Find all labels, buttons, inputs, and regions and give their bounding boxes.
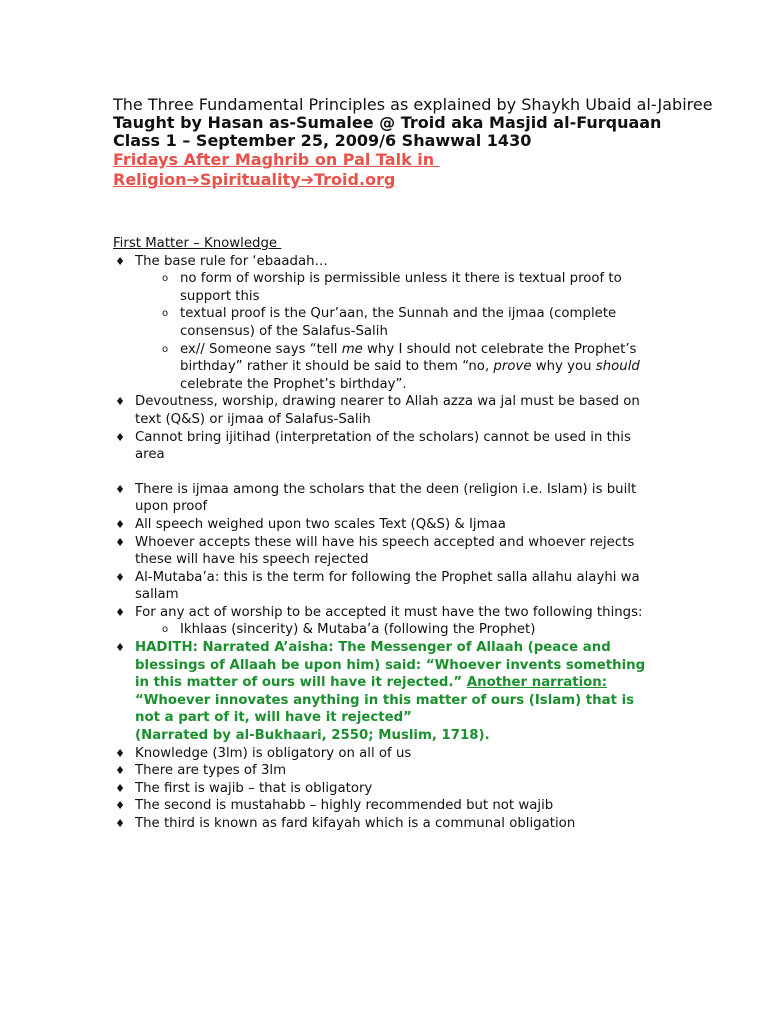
- sub-list-item: o ex// Someone says “tell me why I should not celebrate the Prophet’s birthday” rather it should be said to them “no, prove why you should celebrate the Prophet’s birthday”.: [113, 341, 658, 394]
- paltalk-link-line-2[interactable]: Religion➔Spirituality➔Troid.org: [113, 170, 396, 189]
- sub-list-item: o no form of worship is permissible unless it there is textual proof to support this: [113, 270, 658, 305]
- document-title: The Three Fundamental Principles as explained by Shaykh Ubaid al-Jabiree: [113, 95, 713, 114]
- list-item: ♦ Cannot bring ijitihad (interpretation of the scholars) cannot be used in this area: [113, 429, 658, 464]
- notes-content: [113, 235, 658, 833]
- diamond-bullet-icon: ♦: [115, 817, 125, 830]
- list-item: ♦ There are types of 3lm: [113, 762, 658, 780]
- list-item: ♦ The first is wajib – that is obligatory: [113, 780, 658, 798]
- diamond-bullet-icon: ♦: [115, 764, 125, 778]
- diamond-bullet-icon: ♦: [115, 605, 125, 619]
- circle-bullet-icon: o: [161, 624, 169, 636]
- diamond-bullet-icon: ♦: [115, 746, 125, 760]
- teacher-line: Taught by Hasan as-Sumalee @ Troid aka Masjid al-Furquaan: [113, 113, 662, 132]
- paltalk-link-line-1[interactable]: Fridays After Maghrib on Pal Talk in: [113, 150, 440, 169]
- blank-line: [113, 464, 658, 481]
- list-item: ♦ There is ijmaa among the scholars that the deen (religion i.e. Islam) is built upon proof: [113, 481, 658, 516]
- diamond-bullet-icon: ♦: [115, 517, 125, 531]
- list-item: ♦ Devoutness, worship, drawing nearer to Allah azza wa jal must be based on text (Q&S) or ijmaa of Salafus-Salih: [113, 393, 658, 428]
- diamond-bullet-icon: ♦: [115, 395, 125, 409]
- list-item: ♦ The base rule for ‘ebaadah…: [113, 253, 658, 271]
- sub-list-item: o textual proof is the Qur’aan, the Sunnah and the ijmaa (complete consensus) of the Salafus-Salih: [113, 305, 658, 340]
- diamond-bullet-icon: ♦: [115, 641, 125, 655]
- circle-bullet-icon: o: [161, 273, 169, 285]
- diamond-bullet-icon: ♦: [115, 781, 125, 795]
- hadith-reference: (Narrated by al-Bukhaari, 2550; Muslim, 1718).: [135, 728, 490, 744]
- diamond-bullet-icon: ♦: [115, 482, 125, 496]
- diamond-bullet-icon: ♦: [115, 570, 125, 584]
- sub-list-item: o Ikhlaas (sincerity) & Mutaba’a (following the Prophet): [113, 621, 658, 639]
- list-item: ♦ Al-Mutaba’a: this is the term for following the Prophet salla allahu alayhi wa sallam: [113, 569, 658, 604]
- document-header: [113, 96, 753, 190]
- circle-bullet-icon: o: [161, 343, 169, 355]
- diamond-bullet-icon: ♦: [115, 535, 125, 549]
- another-narration-label: Another narration:: [466, 675, 608, 691]
- list-item: ♦ All speech weighed upon two scales Text (Q&S) & Ijmaa: [113, 516, 658, 534]
- list-item: ♦ Knowledge (3lm) is obligatory on all of us: [113, 745, 658, 763]
- hadith-item: ♦ HADITH: Narrated A’aisha: The Messenger of Allaah (peace and blessings of Allaah be upon him) said: “Whoever invents something in this matter of ours will have it rejected.” Another narration: “Whoever innovates anything in this matter of ours (Islam) that is not a part of it, will have it rejected” (Narrated by al-Bukhaari, 2550; Muslim, 1718).: [113, 639, 658, 745]
- list-item: ♦ The third is known as fard kifayah which is a communal obligation: [113, 815, 658, 833]
- class-date-line: Class 1 – September 25, 2009/6 Shawwal 1430: [113, 131, 532, 150]
- diamond-bullet-icon: ♦: [115, 799, 125, 813]
- section-heading: First Matter – Knowledge: [113, 236, 282, 251]
- diamond-bullet-icon: ♦: [115, 430, 125, 444]
- list-item: ♦ The second is mustahabb – highly recommended but not wajib: [113, 797, 658, 815]
- diamond-bullet-icon: ♦: [115, 254, 125, 268]
- circle-bullet-icon: o: [161, 308, 169, 320]
- list-item: ♦ Whoever accepts these will have his speech accepted and whoever rejects these will have his speech rejected: [113, 534, 658, 569]
- list-item: ♦ For any act of worship to be accepted it must have the two following things:: [113, 604, 658, 622]
